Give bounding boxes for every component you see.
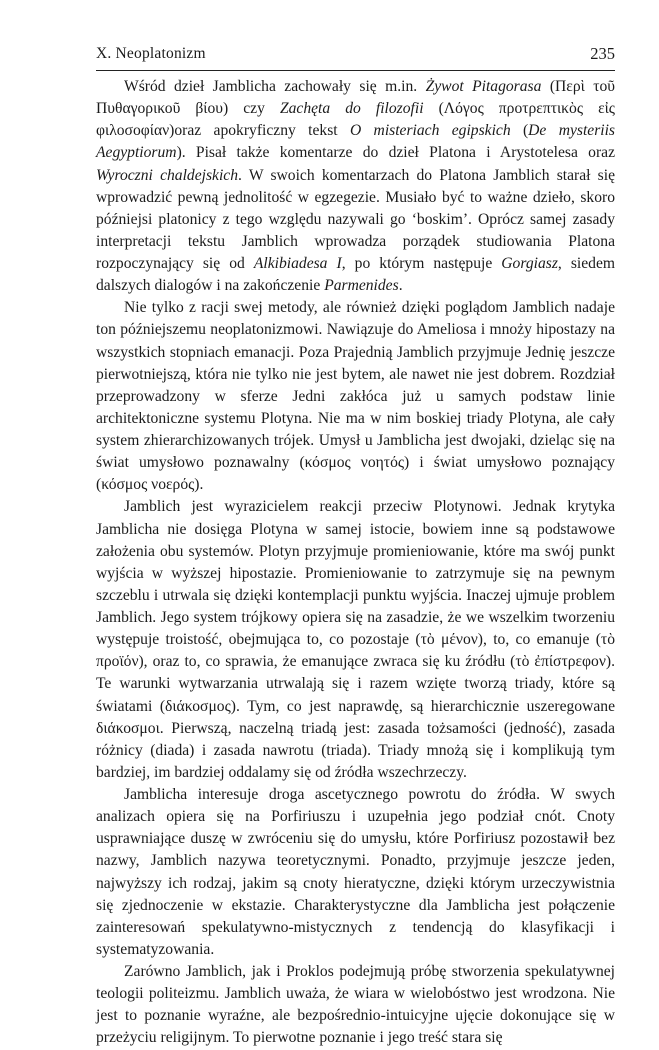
text-run: . [398, 277, 403, 295]
paragraph [96, 297, 615, 496]
paragraph [96, 76, 615, 297]
italic-title: Parmenides [324, 277, 399, 295]
text-run: , po którym następuje [341, 255, 502, 272]
paragraph [96, 784, 615, 961]
text-run: Zarówno Jamblich, jak i Proklos podejmują próbę stworzenia spekulatywnej teologii politeizmu. Jamblich uważa, że wiara w wielobóstwo jest wrodzona. Nie jest to poznanie wyraźne, ale bezpośrednio-intuicyjne ujęcie dokonujące się w przeżyciu religijnym. To pierwotne poznanie i jego treść stara się [96, 963, 615, 1047]
text-run: Nie tylko z racji swej metody, ale również dzięki poglądom Jamblich nadaje ton późniejszemu neoplatonizmowi. Nawiązuje do Ameliosa i mnoży hipostazy na wszystkich stopniach emanacji. Poza Prajednią Jamblich przyjmuje Jednię jeszcze pierwotniejszą, która nie tylko nie jest bytem, ale nawet nie jest dobrem. Rozdział przeprowadzony w sferze Jedni zakłóca już u samych podstaw linie architektoniczne systemu Plotyna. Nie ma w nim boskiej triady Plotyna, ale cały system zhierarchizowanych trójek. Umysł u Jamblicha jest dwojaki, dzieląc się na świat umysłowo poznawalny (κόσμος νοητός) i świat umysłowo poznający (κόσμος νοερός). [96, 299, 615, 494]
paragraph [96, 496, 615, 784]
italic-title: O misteriach egipskich [349, 122, 511, 140]
text-run: (Περὶ τοῦ Πυθαγορικοῦ βίου) czy [96, 78, 615, 118]
text-run: ). Pisał także komentarze do dzieł Platona i Arystotelesa oraz [176, 144, 615, 162]
text-run: Wśród dzieł Jamblicha zachowały się m.in. [124, 78, 426, 95]
paragraph [96, 961, 615, 1050]
text-run: Jamblich jest wyrazicielem reakcji przeciw Plotynowi. Jednak krytyka Jamblicha nie dosięga Plotyna w samej istocie, bowiem inne są podstawowe założenia obu systemów. Plotyn przyjmuje promieniowanie, które ma swój punkt wyjścia w wyższej hipostazie. Promieniowanie to zatrzymuje się na pewnym szczeblu i utrwala się dzięki kontemplacji punktu wyjścia. Inaczej ujmuje problem Jamblich. Jego system trójkowy opiera się na zasadzie, że we wszelkim tworzeniu występuje troistość, obejmująca to, co pozostaje (τὸ μένον), to, co emanuje (τὸ προϊόν), oraz to, co sprawia, że emanujące zwraca się ku źródłu (τὸ ἐπίστρεφον). Te warunki wytwarzania utrwalają się i razem wzięte tworzą triady, które są światami (διάκοσμος). Tym, co jest naprawdę, są hierarchicznie uszeregowane διάκοσμοι. Pierwszą, naczelną triadą jest: zasada tożsamości (jedność), zasada różnicy (diada) i zasada nawrotu (triada). Triady mnożą się i komplikują tym bardziej, im bardziej oddalamy się od źródła wszechrzeczy. [96, 498, 615, 781]
italic-title: De mysteriis Aegyptiorum [96, 122, 616, 162]
italic-title: Alkibiadesa I [253, 255, 342, 272]
text-run: , siedem dalszych dialogów i na zakończenie [96, 255, 616, 295]
chapter-title: X. Neoplatonizm [96, 45, 206, 62]
italic-title: Żywot Pitagorasa [425, 78, 542, 95]
text-run: Jamblicha interesuje droga ascetycznego powrotu do źródła. W swych analizach opiera się na Porfiriuszu i uzupełnia jego podział cnót. Cnoty usprawniające duszę w zwróceniu się do umysłu, które Porfiriusz pozostawił bez nazwy, Jamblich nazywa teoretycznymi. Ponadto, przyjmuje jeszcze jeden, najwyższy ich rodzaj, jakim są cnoty hieratyczne, dzięki którym urzeczywistnia się zjednoczenie w ekstazie. Charakterystyczne dla Jamblicha jest połączenie zainteresowań spekulatywno-mistycznych z tendencją do klasyfikacji i systematyzowania. [96, 786, 615, 958]
text-run: (Λόγος προτρεπτικὸς εἰς φιλοσοφίαν)oraz apokryficzny tekst [96, 100, 615, 140]
italic-title: Wyroczni chaldejskich [96, 166, 239, 184]
italic-title: Zachęta do filozofii [279, 100, 424, 118]
page-body [96, 76, 615, 1050]
page-number: 235 [590, 44, 615, 63]
italic-title: Gorgiasz [501, 255, 558, 272]
text-run: ( [510, 122, 529, 140]
text-run: . W swoich komentarzach do Platona Jamblich starał się wprowadzić pewną jednolitość w egzegezie. Musiało być to ważne dzieło, skoro późniejsi platonicy z tego względu nazywali go ‘boskim’. Oprócz samej zasady interpretacji tekstu Jamblich wprowadza porządek studiowania Platona rozpoczynający się od [96, 166, 615, 272]
running-header [96, 40, 615, 71]
